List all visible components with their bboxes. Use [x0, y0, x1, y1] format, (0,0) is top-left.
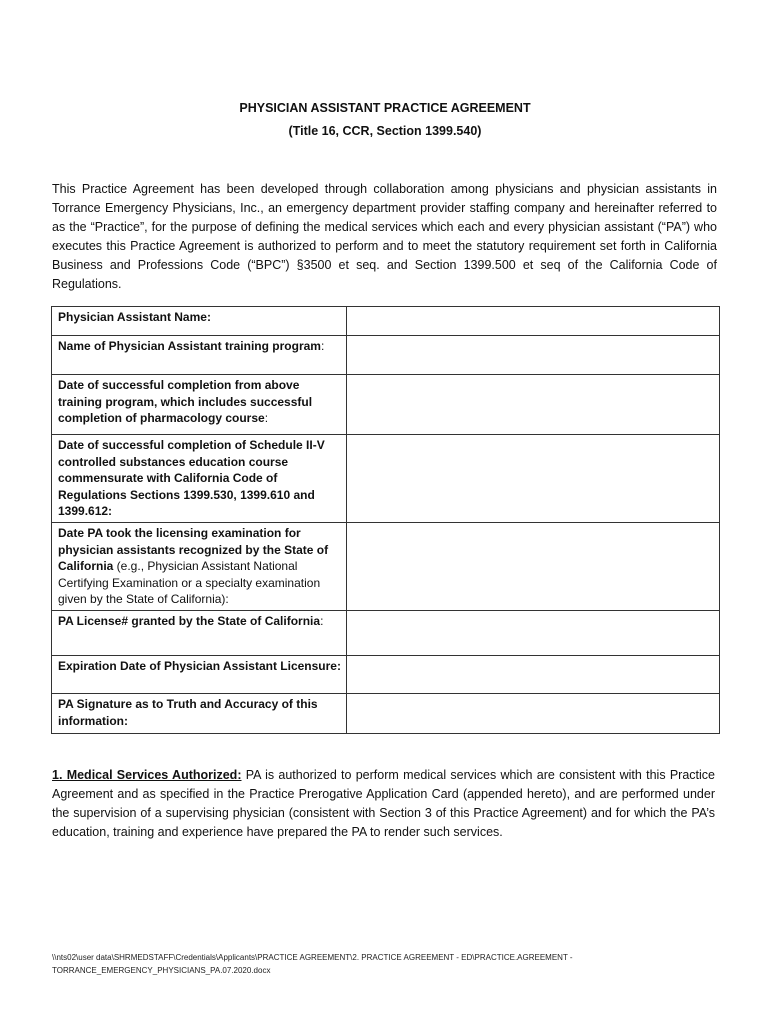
table-row [52, 336, 720, 375]
section-1-body: PA is authorized to perform medical services which are consistent with this Practice Agreement and as specified in the Practice Prerogative Application Card (appended hereto), and are performed under the supervision of a supervising physician (consistent with Section 3 of this Practice Agreement) and for which the PA’s education, training and experience have prepared the PA to render such services. [52, 768, 715, 839]
pa-info-table [51, 306, 720, 734]
table-row [52, 694, 720, 734]
label-regular: (e.g., Physician Assistant National Certifying Examination or a specialty examination given by the State of California): [58, 559, 321, 606]
row-label [52, 435, 347, 523]
pa-license-field[interactable] [347, 611, 720, 656]
intro-paragraph: This Practice Agreement has been developed through collaboration among physicians and physician assistants in Torrance Emergency Physicians, Inc., an emergency department provider staffing company and hereinafter referred to as the “Practice”, for the purpose of defining the medical services which each and every physician assistant (“PA”) who executes this Practice Agreement is authorized to perform and to meet the statutory requirement set forth in California Business and Professions Code (“BPC”) §3500 et seq. and Section 1399.500 et seq of the California Code of Regulations. [52, 182, 717, 291]
label-bold: Physician Assistant Name: [58, 310, 211, 324]
document-title [0, 97, 770, 143]
label-regular: : [264, 411, 269, 425]
pa-signature-field[interactable] [347, 694, 720, 734]
controlled-substances-date-field[interactable] [347, 435, 720, 523]
license-expiration-field[interactable] [347, 656, 720, 694]
title-line-2: (Title 16, CCR, Section 1399.540) [288, 124, 482, 138]
row-label [52, 336, 347, 375]
table-row [52, 435, 720, 523]
row-label [52, 523, 347, 611]
training-program-field[interactable] [347, 336, 720, 375]
table-row [52, 307, 720, 336]
label-bold: PA License# granted by the State of California [58, 614, 321, 628]
file-path-footer [52, 951, 652, 977]
row-label [52, 375, 347, 435]
row-label [52, 694, 347, 734]
title-line-1: PHYSICIAN ASSISTANT PRACTICE AGREEMENT [239, 101, 531, 115]
footer-line-1: \\nts02\user data\SHRMEDSTAFF\Credentials\Applicants\PRACTICE AGREEMENT\2. PRACTICE AGREEMENT - ED\PRACTICE.AGREEMENT - [52, 953, 573, 962]
row-label [52, 611, 347, 656]
licensing-exam-date-field[interactable] [347, 523, 720, 611]
table-row [52, 611, 720, 656]
label-bold: Date PA took the licensing examination for physician assistants recognized by the State of California [58, 526, 329, 573]
table-row [52, 375, 720, 435]
table-row [52, 656, 720, 694]
table-row [52, 523, 720, 611]
label-bold: PA Signature as to Truth and Accuracy of this information: [58, 697, 318, 728]
pa-name-field[interactable] [347, 307, 720, 336]
footer-line-2: TORRANCE_EMERGENCY_PHYSICIANS_PA.07.2020.docx [52, 966, 271, 975]
row-label [52, 656, 347, 694]
label-bold: Date of successful completion of Schedule II-V controlled substances education course commensurate with California Code of Regulations Sections 1399.530, 1399.610 and 1399.612: [58, 438, 325, 518]
label-bold: Date of successful completion from above training program, which includes successful completion of pharmacology course [58, 378, 313, 425]
label-bold: Name of Physician Assistant training program [58, 339, 321, 353]
label-regular: : [320, 614, 324, 628]
training-completion-date-field[interactable] [347, 375, 720, 435]
section-1-heading: 1. Medical Services Authorized: [52, 768, 242, 782]
section-1-paragraph [52, 766, 715, 842]
label-regular: : [320, 339, 325, 353]
label-bold: Expiration Date of Physician Assistant Licensure: [58, 659, 341, 673]
row-label [52, 307, 347, 336]
